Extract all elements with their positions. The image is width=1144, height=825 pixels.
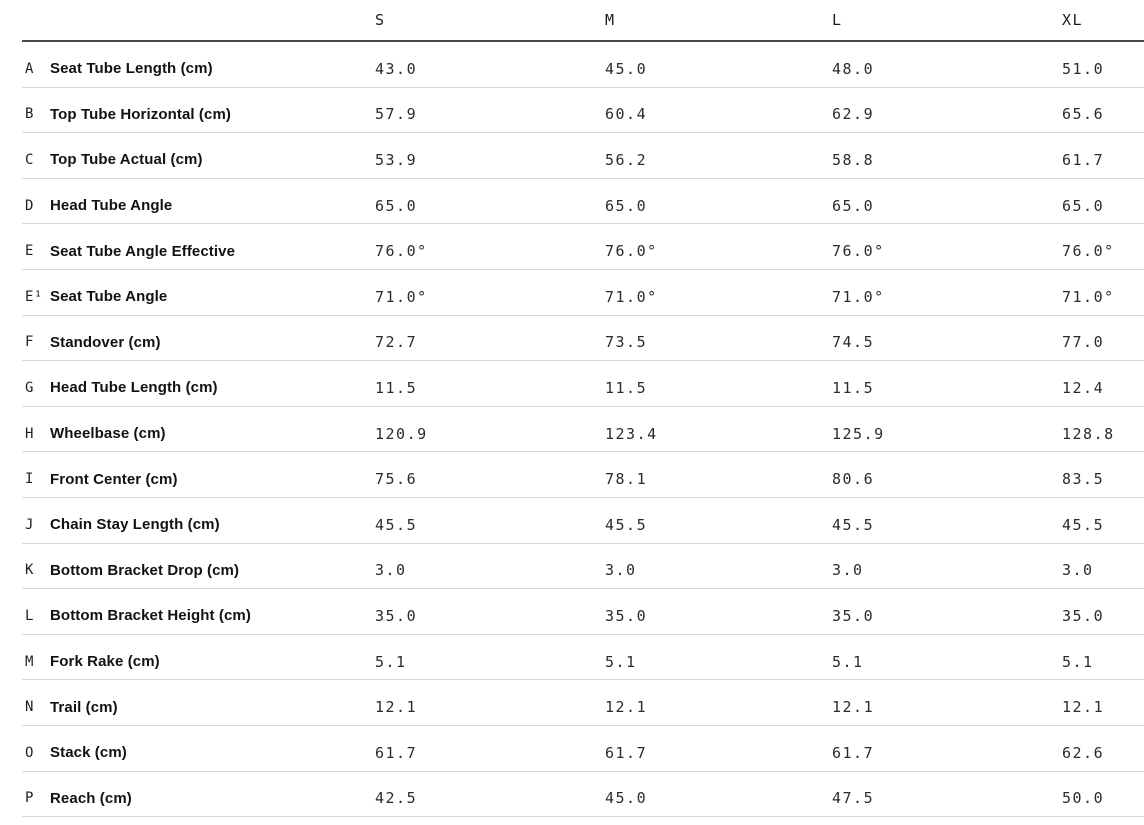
cell-value-l: 71.0° — [832, 287, 885, 306]
table-row — [22, 316, 1144, 362]
cell-value-l: 48.0 — [832, 59, 875, 78]
row-letter: B — [25, 106, 34, 123]
cell-value-l: 12.1 — [832, 698, 875, 717]
table-row — [22, 179, 1144, 225]
row-label: Seat Tube Angle — [50, 288, 168, 306]
cell-value-m: 60.4 — [605, 105, 648, 124]
row-label: Head Tube Angle — [50, 197, 173, 215]
row-label: Top Tube Horizontal (cm) — [50, 105, 231, 123]
row-label: Head Tube Length (cm) — [50, 379, 218, 397]
row-label: Top Tube Actual (cm) — [50, 151, 203, 169]
row-letter: D — [25, 197, 34, 214]
cell-value-xl: 45.5 — [1062, 515, 1105, 534]
cell-value-xl: 76.0° — [1062, 242, 1115, 261]
cell-value-l: 125.9 — [832, 424, 885, 443]
row-letter: K — [25, 562, 34, 579]
table-row — [22, 133, 1144, 179]
cell-value-s: 65.0 — [375, 196, 418, 215]
table-header-row — [22, 0, 1144, 42]
row-letter: P — [25, 790, 34, 807]
cell-value-l: 58.8 — [832, 150, 875, 169]
row-letter: M — [25, 653, 34, 670]
cell-value-m: 5.1 — [605, 652, 637, 671]
row-label: Standover (cm) — [50, 333, 161, 351]
row-label: Chain Stay Length (cm) — [50, 516, 220, 534]
column-header-s: S — [375, 11, 386, 29]
cell-value-s: 72.7 — [375, 333, 418, 352]
cell-value-l: 47.5 — [832, 789, 875, 808]
row-letter: F — [25, 334, 34, 351]
row-label: Trail (cm) — [50, 698, 118, 716]
row-letter: E — [25, 243, 34, 260]
row-letter: O — [25, 744, 34, 761]
row-label: Front Center (cm) — [50, 470, 178, 488]
cell-value-m: 45.0 — [605, 789, 648, 808]
cell-value-s: 43.0 — [375, 59, 418, 78]
cell-value-s: 71.0° — [375, 287, 428, 306]
cell-value-l: 3.0 — [832, 561, 864, 580]
cell-value-m: 123.4 — [605, 424, 658, 443]
row-letter: N — [25, 699, 34, 716]
cell-value-xl: 62.6 — [1062, 743, 1105, 762]
column-header-xl: XL — [1062, 11, 1084, 29]
cell-value-s: 75.6 — [375, 470, 418, 489]
cell-value-m: 45.0 — [605, 59, 648, 78]
cell-value-m: 35.0 — [605, 606, 648, 625]
cell-value-l: 62.9 — [832, 105, 875, 124]
cell-value-l: 80.6 — [832, 470, 875, 489]
row-letter: H — [25, 425, 34, 442]
cell-value-s: 76.0° — [375, 242, 428, 261]
cell-value-xl: 50.0 — [1062, 789, 1105, 808]
table-row — [22, 680, 1144, 726]
cell-value-l: 74.5 — [832, 333, 875, 352]
row-label: Seat Tube Angle Effective — [50, 242, 236, 260]
cell-value-m: 45.5 — [605, 515, 648, 534]
cell-value-s: 5.1 — [375, 652, 407, 671]
cell-value-xl: 5.1 — [1062, 652, 1094, 671]
cell-value-m: 3.0 — [605, 561, 637, 580]
row-letter: J — [25, 516, 34, 533]
table-row — [22, 772, 1144, 818]
cell-value-s: 42.5 — [375, 789, 418, 808]
row-label: Bottom Bracket Height (cm) — [50, 607, 251, 625]
cell-value-l: 45.5 — [832, 515, 875, 534]
cell-value-s: 35.0 — [375, 606, 418, 625]
table-row — [22, 407, 1144, 453]
table-body — [22, 42, 1144, 817]
cell-value-s: 61.7 — [375, 743, 418, 762]
geometry-table — [22, 0, 1144, 817]
cell-value-xl: 65.0 — [1062, 196, 1105, 215]
cell-value-xl: 83.5 — [1062, 470, 1105, 489]
cell-value-m: 71.0° — [605, 287, 658, 306]
cell-value-m: 76.0° — [605, 242, 658, 261]
table-row — [22, 726, 1144, 772]
table-row — [22, 544, 1144, 590]
table-row — [22, 42, 1144, 88]
table-row — [22, 452, 1144, 498]
cell-value-xl: 12.4 — [1062, 378, 1105, 397]
table-row — [22, 589, 1144, 635]
cell-value-s: 57.9 — [375, 105, 418, 124]
cell-value-l: 61.7 — [832, 743, 875, 762]
cell-value-m: 65.0 — [605, 196, 648, 215]
row-letter: A — [25, 60, 34, 77]
row-letter: L — [25, 607, 34, 624]
cell-value-s: 3.0 — [375, 561, 407, 580]
cell-value-l: 35.0 — [832, 606, 875, 625]
row-letter: I — [25, 471, 34, 488]
row-label: Stack (cm) — [50, 744, 127, 762]
cell-value-xl: 51.0 — [1062, 59, 1105, 78]
table-row — [22, 498, 1144, 544]
cell-value-xl: 61.7 — [1062, 150, 1105, 169]
row-label: Seat Tube Length (cm) — [50, 60, 213, 78]
cell-value-s: 120.9 — [375, 424, 428, 443]
cell-value-xl: 71.0° — [1062, 287, 1115, 306]
cell-value-m: 73.5 — [605, 333, 648, 352]
table-row — [22, 635, 1144, 681]
cell-value-xl: 65.6 — [1062, 105, 1105, 124]
cell-value-l: 65.0 — [832, 196, 875, 215]
cell-value-s: 11.5 — [375, 378, 418, 397]
cell-value-s: 53.9 — [375, 150, 418, 169]
cell-value-m: 78.1 — [605, 470, 648, 489]
row-label: Fork Rake (cm) — [50, 653, 160, 671]
cell-value-l: 76.0° — [832, 242, 885, 261]
column-header-m: M — [605, 11, 616, 29]
row-letter: C — [25, 151, 34, 168]
cell-value-xl: 35.0 — [1062, 606, 1105, 625]
row-letter: E¹ — [25, 288, 43, 305]
cell-value-m: 56.2 — [605, 150, 648, 169]
row-label: Wheelbase (cm) — [50, 425, 166, 443]
table-row — [22, 88, 1144, 134]
cell-value-m: 11.5 — [605, 378, 648, 397]
cell-value-xl: 3.0 — [1062, 561, 1094, 580]
cell-value-xl: 128.8 — [1062, 424, 1115, 443]
row-label: Reach (cm) — [50, 789, 132, 807]
column-header-l: L — [832, 11, 843, 29]
cell-value-xl: 77.0 — [1062, 333, 1105, 352]
cell-value-l: 11.5 — [832, 378, 875, 397]
cell-value-m: 61.7 — [605, 743, 648, 762]
cell-value-l: 5.1 — [832, 652, 864, 671]
table-row — [22, 361, 1144, 407]
cell-value-s: 45.5 — [375, 515, 418, 534]
row-label: Bottom Bracket Drop (cm) — [50, 561, 240, 579]
cell-value-xl: 12.1 — [1062, 698, 1105, 717]
cell-value-s: 12.1 — [375, 698, 418, 717]
row-letter: G — [25, 379, 34, 396]
table-row — [22, 224, 1144, 270]
table-row — [22, 270, 1144, 316]
cell-value-m: 12.1 — [605, 698, 648, 717]
